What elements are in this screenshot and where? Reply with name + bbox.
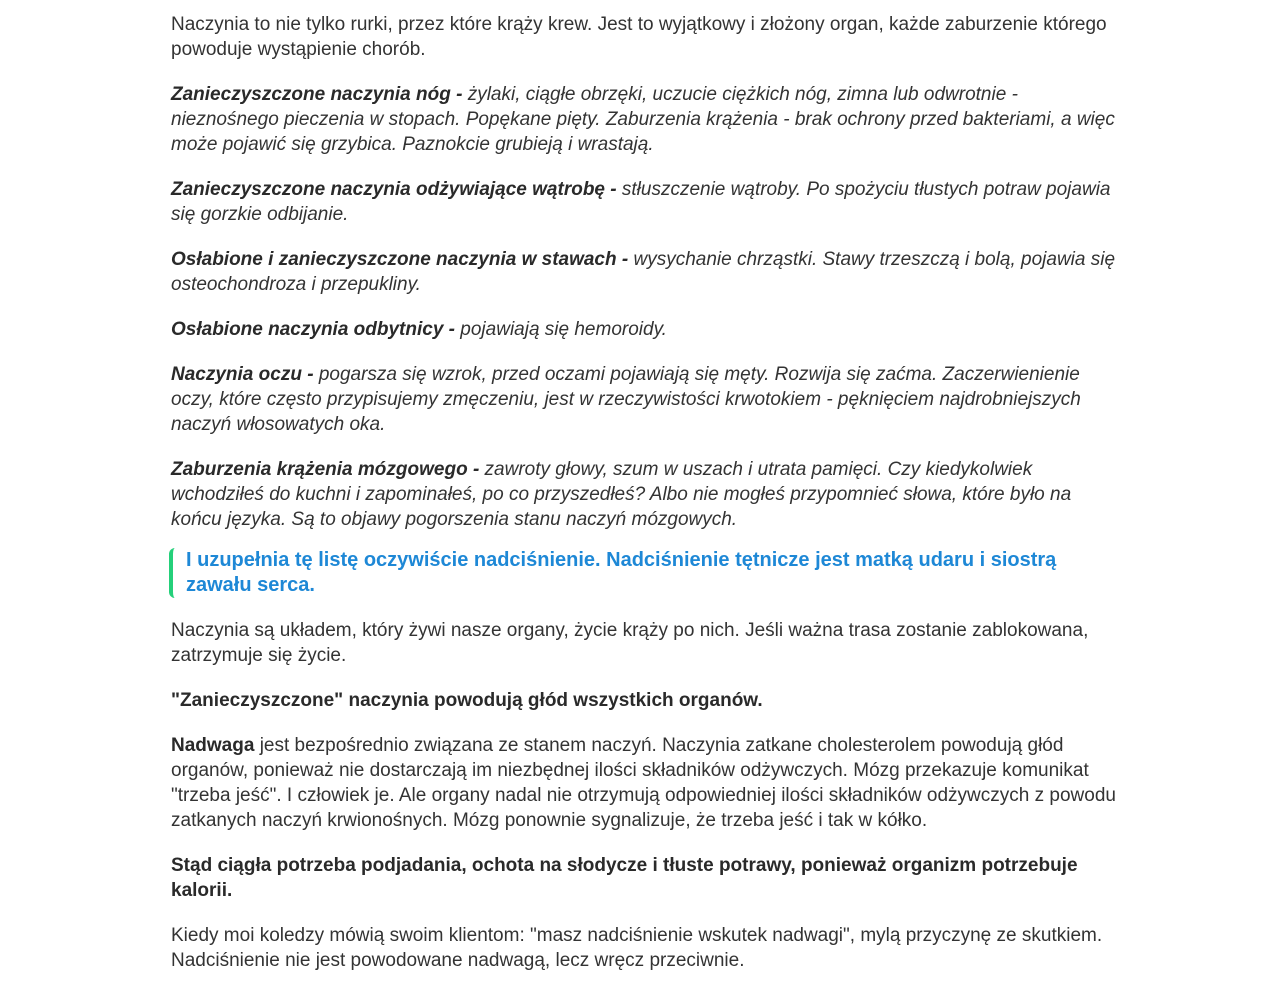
symptom-item-legs bbox=[171, 82, 1116, 157]
symptom-item-rectum bbox=[171, 317, 1116, 342]
colleagues-paragraph: Kiedy moi koledzy mówią swoim klientom: "masz nadciśnienie wskutek nadwagi", mylą przyczynę ze skutkiem. Nadciśnienie nie jest powodowane nadwagą, lecz wręcz przeciwnie. bbox=[171, 925, 1103, 971]
overweight-term: Nadwaga bbox=[171, 735, 255, 756]
snacking-heading: Stąd ciągła potrzeba podjadania, ochota na słodycze i tłuste potrawy, ponieważ organizm potrzebuje kalorii. bbox=[171, 855, 1078, 901]
hunger-heading: "Zanieczyszczone" naczynia powodują głód wszystkich organów. bbox=[171, 690, 763, 711]
symptom-item-brain bbox=[171, 457, 1116, 532]
symptom-item-liver bbox=[171, 177, 1116, 227]
article-body bbox=[171, 12, 1116, 973]
quote-accent-bar bbox=[169, 548, 175, 598]
symptom-text: stłuszczenie wątroby. Po spożyciu tłustych potraw pojawia się gorzkie odbijanie. bbox=[171, 179, 1111, 225]
symptom-text: pojawiają się hemoroidy. bbox=[455, 319, 667, 340]
symptom-term: Zaburzenia krążenia mózgowego - bbox=[171, 459, 480, 480]
overweight-paragraph bbox=[171, 733, 1116, 833]
symptom-term: Naczynia oczu - bbox=[171, 364, 314, 385]
symptom-text: zawroty głowy, szum w uszach i utrata pamięci. Czy kiedykolwiek wchodziłeś do kuchni i zapominałeś, po co przyszedłeś? Albo nie mogłeś przypomnieć słowa, które było na końcu języka. Są to objawy pogorszenia stanu naczyń mózgowych. bbox=[171, 459, 1072, 530]
symptom-text: żylaki, ciągłe obrzęki, uczucie ciężkich nóg, zimna lub odwrotnie - nieznośnego pieczenia w stopach. Popękane pięty. Zaburzenia krążenia - brak ochrony przed bakteriami, a więc może pojawić się grzybica. Paznokcie grubieją i wrastają. bbox=[171, 84, 1115, 155]
pull-quote-text: I uzupełnia tę listę oczywiście nadciśnienie. Nadciśnienie tętnicze jest matką udaru i siostrą zawału serca. bbox=[186, 549, 1057, 596]
symptom-item-eyes bbox=[171, 362, 1116, 437]
vessels-paragraph: Naczynia są układem, który żywi nasze organy, życie krąży po nich. Jeśli ważna trasa zostanie zablokowana, zatrzymuje się życie. bbox=[171, 620, 1089, 666]
symptom-term: Zanieczyszczone naczynia nóg - bbox=[171, 84, 463, 105]
overweight-text: jest bezpośrednio związana ze stanem naczyń. Naczynia zatkane cholesterolem powodują głód organów, ponieważ nie dostarczają im niezbędnej ilości składników odżywczych. Mózg przekazuje komunikat "trzeba jeść". I człowiek je. Ale organy nadal nie otrzymują odpowiedniej ilości składników odżywczych z powodu zatkanych naczyń krwionośnych. Mózg ponownie sygnalizuje, że trzeba jeść i tak w kółko. bbox=[171, 735, 1116, 831]
pull-quote bbox=[169, 548, 1116, 598]
symptom-term: Osłabione i zanieczyszczone naczynia w stawach - bbox=[171, 249, 629, 270]
symptom-text: wysychanie chrząstki. Stawy trzeszczą i bolą, pojawia się osteochondroza i przepukliny. bbox=[171, 249, 1116, 295]
symptom-item-joints bbox=[171, 247, 1116, 297]
symptom-term: Zanieczyszczone naczynia odżywiające wątrobę - bbox=[171, 179, 617, 200]
symptom-text: pogarsza się wzrok, przed oczami pojawiają się męty. Rozwija się zaćma. Zaczerwienienie oczy, które często przypisujemy zmęczeniu, jest w rzeczywistości krwotokiem - pęknięciem najdrobniejszych naczyń włosowatych oka. bbox=[171, 364, 1081, 435]
intro-paragraph: Naczynia to nie tylko rurki, przez które krąży krew. Jest to wyjątkowy i złożony organ, każde zaburzenie którego powoduje wystąpienie chorób. bbox=[171, 14, 1107, 60]
symptom-term: Osłabione naczynia odbytnicy - bbox=[171, 319, 456, 340]
